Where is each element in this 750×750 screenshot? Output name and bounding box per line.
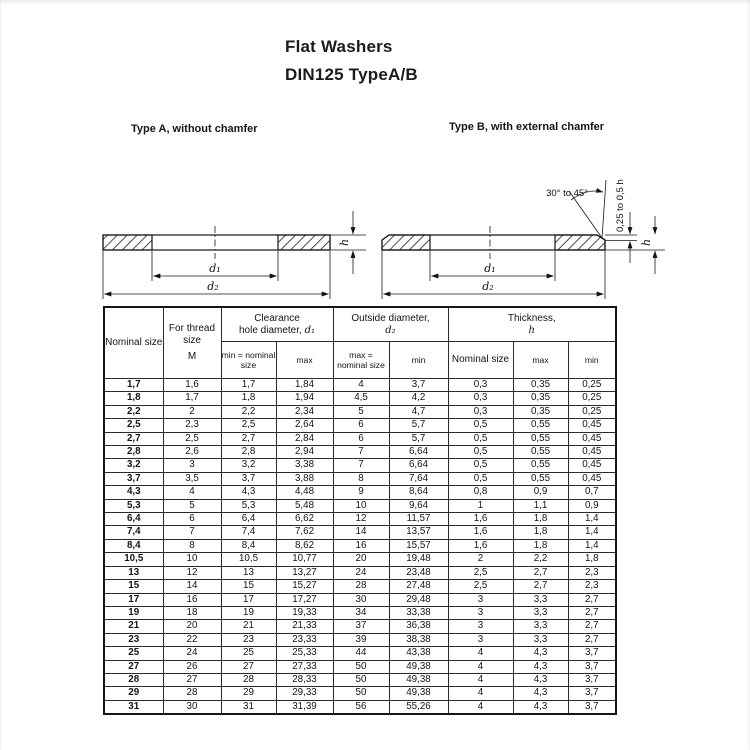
table-cell: 2,5: [448, 566, 513, 579]
table-cell: 2,7: [568, 606, 616, 619]
table-cell: 0,45: [568, 432, 616, 445]
table-cell: 27: [104, 660, 163, 673]
table-cell: 19,48: [389, 553, 448, 566]
table-cell: 4,2: [389, 392, 448, 405]
table-cell: 1,7: [163, 392, 221, 405]
table-row: [104, 673, 616, 686]
table-cell: 4,3: [513, 687, 568, 700]
table-cell: 0,3: [448, 379, 513, 392]
table-cell: 55,26: [389, 700, 448, 714]
table-cell: 0,45: [568, 472, 616, 485]
table-cell: 0,9: [568, 499, 616, 512]
group-header-outside-diameter: [333, 307, 448, 342]
table-cell: 0,45: [568, 459, 616, 472]
type-b-caption: Type B, with external chamfer: [449, 121, 605, 133]
table-row: [104, 593, 616, 606]
table-cell: 1,6: [448, 513, 513, 526]
table-cell: 19: [221, 606, 276, 619]
table-cell: 5,7: [389, 432, 448, 445]
table-cell: 28,33: [276, 673, 333, 686]
table-cell: 6,62: [276, 513, 333, 526]
table-cell: 1,8: [221, 392, 276, 405]
table-cell: 2,5: [221, 419, 276, 432]
table-cell: 2,7: [568, 620, 616, 633]
table-cell: 6: [333, 419, 389, 432]
table-cell: 20: [333, 553, 389, 566]
table-cell: 4,3: [104, 486, 163, 499]
table-cell: 0,5: [448, 446, 513, 459]
table-cell: 7,4: [221, 526, 276, 539]
table-cell: 7: [333, 446, 389, 459]
type-a-hatch-left: [103, 235, 152, 250]
sub-header-d1-min: min = nominal size: [221, 342, 276, 379]
table-cell: 9,64: [389, 499, 448, 512]
sub-header-h-min: min: [568, 342, 616, 379]
type-b-hatch-right: [555, 235, 605, 250]
table-cell: 31,39: [276, 700, 333, 714]
table-cell: 50: [333, 673, 389, 686]
table-cell: 4,48: [276, 486, 333, 499]
table-cell: 8,62: [276, 539, 333, 552]
table-cell: 2,3: [163, 419, 221, 432]
table-cell: 3,5: [163, 472, 221, 485]
table-cell: 25: [104, 647, 163, 660]
table-row: [104, 419, 616, 432]
table-cell: 29: [104, 687, 163, 700]
table-cell: 25,33: [276, 647, 333, 660]
table-cell: 3,2: [104, 459, 163, 472]
table-cell: 1,6: [448, 526, 513, 539]
table-cell: 10,5: [221, 553, 276, 566]
table-cell: 0,55: [513, 446, 568, 459]
table-cell: 2,3: [568, 566, 616, 579]
table-cell: 29,33: [276, 687, 333, 700]
table-cell: 17: [221, 593, 276, 606]
table-cell: 3,38: [276, 459, 333, 472]
table-cell: 3,7: [568, 687, 616, 700]
table-cell: 14: [333, 526, 389, 539]
table-cell: 3,7: [104, 472, 163, 485]
table-cell: 7,62: [276, 526, 333, 539]
title-line-2: DIN125 TypeA/B: [285, 65, 418, 84]
table-cell: 0,5: [448, 459, 513, 472]
table-cell: 2,7: [513, 580, 568, 593]
table-row: [104, 620, 616, 633]
table-cell: 2,8: [104, 446, 163, 459]
table-row: [104, 472, 616, 485]
table-cell: 12: [163, 566, 221, 579]
table-cell: 5: [333, 405, 389, 418]
table-row: [104, 379, 616, 392]
table-cell: 13,57: [389, 526, 448, 539]
table-cell: 4: [333, 379, 389, 392]
table-cell: 10,5: [104, 553, 163, 566]
table-cell: 49,38: [389, 660, 448, 673]
table-cell: 0,35: [513, 405, 568, 418]
table-cell: 4,5: [333, 392, 389, 405]
table-cell: 34: [333, 606, 389, 619]
table-cell: 4: [448, 673, 513, 686]
table-cell: 23,33: [276, 633, 333, 646]
type-b-figure: [382, 179, 665, 299]
table-cell: 33,38: [389, 606, 448, 619]
washer-dimension-table: [103, 306, 617, 715]
table-row: [104, 633, 616, 646]
table-cell: 8,4: [221, 539, 276, 552]
table-cell: 0,9: [513, 486, 568, 499]
table-cell: 1,7: [104, 379, 163, 392]
table-cell: 3,88: [276, 472, 333, 485]
col-header-thread-size: [163, 307, 221, 379]
table-cell: 21: [221, 620, 276, 633]
sub-header-h-max: max: [513, 342, 568, 379]
table-cell: 1,8: [513, 526, 568, 539]
table-cell: 6,64: [389, 446, 448, 459]
table-cell: 29,48: [389, 593, 448, 606]
table-cell: 38,38: [389, 633, 448, 646]
table-cell: 6: [163, 513, 221, 526]
table-cell: 7: [163, 526, 221, 539]
table-row: [104, 553, 616, 566]
table-row: [104, 513, 616, 526]
table-row: [104, 486, 616, 499]
table-cell: 30: [333, 593, 389, 606]
type-b-d2-label: d₂: [482, 280, 494, 293]
table-cell: 27,33: [276, 660, 333, 673]
table-cell: 14: [163, 580, 221, 593]
table-row: [104, 606, 616, 619]
table-cell: 43,38: [389, 647, 448, 660]
clearance-symbol: d₁: [304, 324, 316, 336]
table-cell: 2,7: [513, 566, 568, 579]
table-cell: 3,2: [221, 459, 276, 472]
table-row: [104, 526, 616, 539]
table-cell: 20: [163, 620, 221, 633]
table-cell: 19,33: [276, 606, 333, 619]
table-row: [104, 539, 616, 552]
table-cell: 16: [163, 593, 221, 606]
table-cell: 1,4: [568, 539, 616, 552]
table-cell: 21: [104, 620, 163, 633]
table-cell: 15,27: [276, 580, 333, 593]
table-cell: 8: [163, 539, 221, 552]
table-row: [104, 499, 616, 512]
outside-symbol: d₂: [385, 324, 396, 336]
table-cell: 2,2: [513, 553, 568, 566]
chamfer-angle-label: 30° to 45°: [546, 188, 588, 199]
table-cell: 28: [163, 687, 221, 700]
table-cell: 24: [333, 566, 389, 579]
table-cell: 4: [448, 700, 513, 714]
table-cell: 6,64: [389, 459, 448, 472]
table-cell: 5,3: [221, 499, 276, 512]
sub-header-d1-max: max: [276, 342, 333, 379]
type-b-h-label: h: [640, 238, 653, 246]
table-cell: 1,8: [513, 513, 568, 526]
table-cell: 6,4: [221, 513, 276, 526]
table-cell: 4,7: [389, 405, 448, 418]
table-cell: 0,5: [448, 419, 513, 432]
table-cell: 0,55: [513, 472, 568, 485]
table-cell: 4,3: [513, 660, 568, 673]
table-cell: 50: [333, 660, 389, 673]
table-cell: 8,4: [104, 539, 163, 552]
table-cell: 3,3: [513, 606, 568, 619]
sub-header-d2-min: min: [389, 342, 448, 379]
table-row: [104, 446, 616, 459]
table-cell: 3: [448, 633, 513, 646]
group-header-clearance: [221, 307, 333, 342]
table-cell: 2,84: [276, 432, 333, 445]
table-cell: 3,3: [513, 593, 568, 606]
thickness-text: Thickness,: [507, 313, 556, 324]
table-cell: 7,64: [389, 472, 448, 485]
washer-table-body: [104, 379, 616, 715]
table-cell: 3: [448, 606, 513, 619]
washer-drawings: [85, 148, 705, 302]
table-cell: 23: [104, 633, 163, 646]
table-cell: 26: [163, 660, 221, 673]
table-cell: 2: [163, 405, 221, 418]
table-cell: 0,35: [513, 379, 568, 392]
table-cell: 30: [163, 700, 221, 714]
table-cell: 29: [221, 687, 276, 700]
table-cell: 25: [221, 647, 276, 660]
table-cell: 3,7: [568, 647, 616, 660]
table-cell: 39: [333, 633, 389, 646]
table-cell: 0,45: [568, 446, 616, 459]
table-cell: 23: [221, 633, 276, 646]
table-cell: 36,38: [389, 620, 448, 633]
clearance-text-line1: Clearance: [254, 313, 300, 324]
table-cell: 2,5: [104, 419, 163, 432]
thread-size-text: For thread size: [168, 323, 216, 346]
table-cell: 12: [333, 513, 389, 526]
table-cell: 23,48: [389, 566, 448, 579]
table-row: [104, 392, 616, 405]
type-a-hatch-right: [278, 235, 330, 250]
table-cell: 17,27: [276, 593, 333, 606]
table-cell: 17: [104, 593, 163, 606]
table-cell: 49,38: [389, 687, 448, 700]
table-cell: 0,35: [513, 392, 568, 405]
table-row: [104, 459, 616, 472]
table-cell: 1,4: [568, 513, 616, 526]
table-cell: 0,55: [513, 459, 568, 472]
table-cell: 2: [448, 553, 513, 566]
table-cell: 3,3: [513, 633, 568, 646]
table-cell: 44: [333, 647, 389, 660]
table-row: [104, 700, 616, 714]
type-b-hatch-left: [382, 235, 430, 250]
thickness-symbol: h: [528, 324, 535, 336]
table-cell: 2,2: [221, 405, 276, 418]
table-cell: 4,3: [221, 486, 276, 499]
table-cell: 1: [448, 499, 513, 512]
table-cell: 1,94: [276, 392, 333, 405]
table-cell: 3,7: [568, 700, 616, 714]
table-row: [104, 647, 616, 660]
table-cell: 0,55: [513, 419, 568, 432]
table-cell: 1,8: [104, 392, 163, 405]
table-cell: 56: [333, 700, 389, 714]
table-cell: 4: [448, 687, 513, 700]
table-cell: 0,8: [448, 486, 513, 499]
table-cell: 4,3: [513, 700, 568, 714]
table-cell: 4: [448, 647, 513, 660]
table-row: [104, 432, 616, 445]
table-cell: 15: [104, 580, 163, 593]
table-cell: 3: [448, 593, 513, 606]
col-header-nominal-size: Nominal size: [104, 307, 163, 379]
table-cell: 2,3: [568, 580, 616, 593]
table-cell: 0,3: [448, 392, 513, 405]
type-a-caption: Type A, without chamfer: [131, 123, 258, 135]
table-cell: 8,64: [389, 486, 448, 499]
table-row: [104, 660, 616, 673]
clearance-text-line2: [222, 325, 333, 337]
table-cell: 18: [163, 606, 221, 619]
table-cell: 27,48: [389, 580, 448, 593]
table-cell: 1,4: [568, 526, 616, 539]
table-cell: 1,8: [568, 553, 616, 566]
table-cell: 3,3: [513, 620, 568, 633]
table-cell: 27: [221, 660, 276, 673]
table-cell: 2,7: [568, 633, 616, 646]
table-cell: 3: [448, 620, 513, 633]
table-cell: 0,25: [568, 379, 616, 392]
table-cell: 6,4: [104, 513, 163, 526]
table-cell: 9: [333, 486, 389, 499]
table-cell: 0,45: [568, 419, 616, 432]
table-cell: 13: [221, 566, 276, 579]
page-title: [285, 33, 418, 89]
table-cell: 49,38: [389, 673, 448, 686]
table-cell: 2,7: [221, 432, 276, 445]
table-cell: 5: [163, 499, 221, 512]
table-cell: 1,6: [163, 379, 221, 392]
table-cell: 10: [333, 499, 389, 512]
table-cell: 19: [104, 606, 163, 619]
group-header-thickness: [448, 307, 616, 342]
table-cell: 0,3: [448, 405, 513, 418]
table-cell: 0,7: [568, 486, 616, 499]
type-b-d1-label: d₁: [484, 262, 496, 275]
table-cell: 10,77: [276, 553, 333, 566]
table-cell: 4: [448, 660, 513, 673]
table-cell: 5,7: [389, 419, 448, 432]
table-cell: 4,3: [513, 647, 568, 660]
table-cell: 1,8: [513, 539, 568, 552]
table-cell: 28: [104, 673, 163, 686]
table-cell: 15: [221, 580, 276, 593]
table-cell: 22: [163, 633, 221, 646]
table-cell: 1,7: [221, 379, 276, 392]
table-cell: 24: [163, 647, 221, 660]
type-a-d2-label: d₂: [207, 280, 219, 293]
table-row: [104, 687, 616, 700]
table-cell: 2,5: [448, 580, 513, 593]
type-a-h-label: h: [338, 238, 351, 246]
table-cell: 1,1: [513, 499, 568, 512]
table-cell: 2,94: [276, 446, 333, 459]
title-line-1: Flat Washers: [285, 37, 393, 56]
table-cell: 2,8: [221, 446, 276, 459]
table-cell: 0,5: [448, 472, 513, 485]
table-cell: 16: [333, 539, 389, 552]
table-cell: 3,7: [221, 472, 276, 485]
thread-size-symbol: M: [187, 351, 197, 363]
table-cell: 10: [163, 553, 221, 566]
table-cell: 2,7: [568, 593, 616, 606]
table-cell: 28: [333, 580, 389, 593]
table-cell: 31: [104, 700, 163, 714]
table-cell: 21,33: [276, 620, 333, 633]
table-cell: 1,84: [276, 379, 333, 392]
outside-text: Outside diameter,: [351, 313, 430, 324]
table-cell: 2,7: [104, 432, 163, 445]
table-cell: 0,5: [448, 432, 513, 445]
table-cell: 7,4: [104, 526, 163, 539]
table-row: [104, 580, 616, 593]
table-cell: 2,6: [163, 446, 221, 459]
table-cell: 8: [333, 472, 389, 485]
table-cell: 0,25: [568, 405, 616, 418]
table-cell: 0,25: [568, 392, 616, 405]
table-cell: 3,7: [568, 673, 616, 686]
table-cell: 2,2: [104, 405, 163, 418]
chamfer-depth-label: 0,25 to 0,5 h: [615, 179, 626, 232]
type-a-d1-label: d₁: [209, 262, 221, 275]
table-cell: 13: [104, 566, 163, 579]
sub-header-d2-max: max = nominal size: [333, 342, 389, 379]
table-cell: 11,57: [389, 513, 448, 526]
table-cell: 2,5: [163, 432, 221, 445]
table-cell: 2,64: [276, 419, 333, 432]
table-cell: 1,6: [448, 539, 513, 552]
table-cell: 3: [163, 459, 221, 472]
table-cell: 5,48: [276, 499, 333, 512]
table-row: [104, 566, 616, 579]
table-cell: 27: [163, 673, 221, 686]
table-cell: 15,57: [389, 539, 448, 552]
type-a-figure: [103, 211, 366, 299]
table-cell: 50: [333, 687, 389, 700]
table-cell: 4: [163, 486, 221, 499]
table-row: [104, 405, 616, 418]
sub-header-h-nominal: Nominal size: [448, 342, 513, 379]
table-cell: 37: [333, 620, 389, 633]
table-cell: 28: [221, 673, 276, 686]
table-cell: 0,55: [513, 432, 568, 445]
table-cell: 2,34: [276, 405, 333, 418]
table-cell: 31: [221, 700, 276, 714]
table-cell: 3,7: [389, 379, 448, 392]
table-cell: 3,7: [568, 660, 616, 673]
table-cell: 4,3: [513, 673, 568, 686]
table-cell: 5,3: [104, 499, 163, 512]
table-cell: 6: [333, 432, 389, 445]
table-cell: 7: [333, 459, 389, 472]
table-cell: 13,27: [276, 566, 333, 579]
clearance-text: hole diameter,: [238, 324, 305, 336]
